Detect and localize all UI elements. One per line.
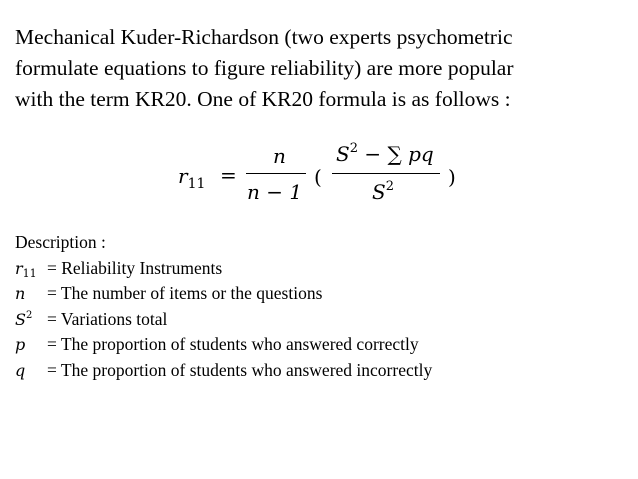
symbol-base: n — [15, 284, 26, 303]
description-item — [15, 332, 625, 358]
intro-line-2: formulate equations to figure reliability) are more popular — [15, 56, 514, 80]
formula-frac2-den-symbol: S — [372, 180, 386, 204]
formula-lhs — [178, 164, 206, 192]
description-item — [15, 307, 625, 333]
formula-lhs-symbol: r — [178, 164, 188, 188]
description-text: = The proportion of students who answered incorrectly — [47, 359, 433, 380]
symbol-base: q — [15, 360, 26, 380]
intro-line-1: Mechanical Kuder-Richardson (two experts psychometric — [15, 25, 513, 49]
description-item — [15, 281, 625, 307]
symbol-base: p — [15, 335, 26, 354]
formula-frac1-bar — [246, 173, 306, 174]
symbol-subscript: 11 — [22, 266, 37, 280]
formula-open-paren: ( — [314, 165, 322, 189]
description-symbol — [15, 256, 47, 284]
description-symbol — [15, 358, 47, 384]
formula-frac2-numerator — [336, 142, 434, 166]
description-text: = The proportion of students who answered correctly — [47, 334, 419, 354]
formula-close-paren: ) — [448, 165, 456, 189]
formula-equals: = — [220, 163, 237, 187]
description-item — [15, 358, 625, 384]
formula-frac2-bar — [332, 173, 440, 174]
description-text: = Reliability Instruments — [47, 257, 223, 278]
symbol-superscript: 2 — [25, 309, 33, 321]
formula-frac1-denominator: n − 1 — [247, 180, 303, 204]
formula-frac1-numerator: n — [273, 144, 286, 168]
description-symbol — [15, 281, 47, 307]
description-symbol — [15, 332, 47, 358]
description-list — [15, 230, 625, 383]
description-item — [15, 256, 625, 282]
formula-frac2-den-sup: 2 — [385, 179, 394, 194]
formula-lhs-subscript: 11 — [187, 176, 206, 192]
kr20-formula — [170, 140, 470, 210]
description-heading: Description : — [15, 232, 106, 252]
formula-frac2-num-rest: − ∑ pq — [357, 142, 434, 166]
formula-frac2-denominator — [372, 180, 394, 204]
formula-frac2-num-sup: 2 — [349, 141, 358, 156]
symbol-base: S — [15, 309, 26, 329]
description-symbol — [15, 307, 47, 336]
description-text: = Variations total — [47, 308, 168, 329]
formula-frac2-num-symbol: S — [336, 142, 350, 166]
symbol-base: r — [15, 258, 23, 278]
intro-line-3: with the term KR20. One of KR20 formula is as follows : — [15, 87, 511, 111]
intro-paragraph — [15, 22, 625, 115]
description-text: = The number of items or the questions — [47, 283, 323, 303]
